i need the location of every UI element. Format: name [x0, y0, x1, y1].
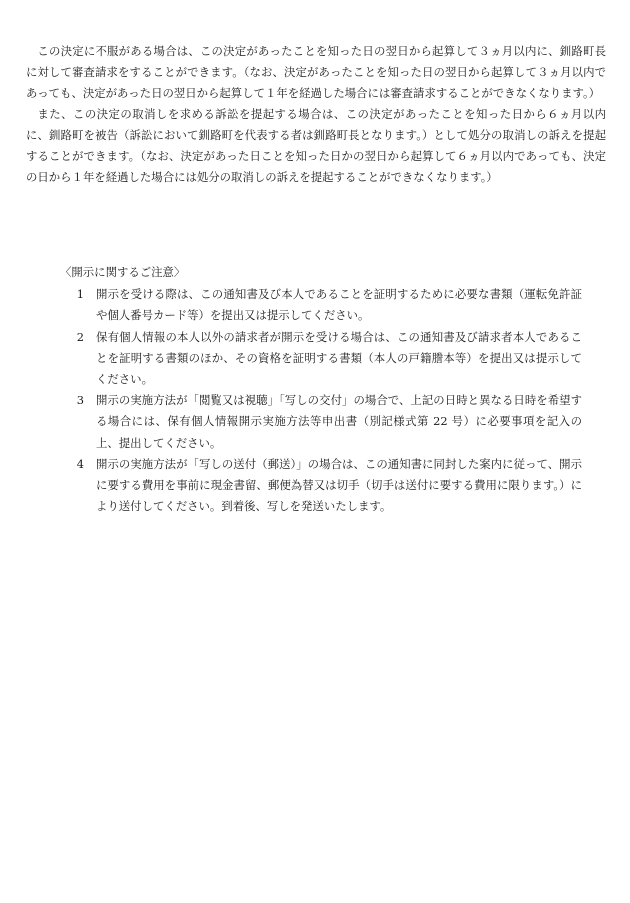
note-text: 開示を受ける際は、この通知書及び本人であることを証明するために必要な書類（運転免許証や個人番号カード等）を提出又は提示してください。: [96, 287, 582, 323]
notes-list: [60, 284, 582, 517]
note-number: 2: [76, 329, 84, 344]
note-item: [60, 390, 582, 454]
appeal-notice: [26, 41, 606, 188]
note-text: 開示の実施方法が「写しの送付（郵送）」の場合は、この通知書に同封した案内に従って、開示に要する費用を事前に現金書留、郵便為替又は切手（切手は送付に要する費用に限ります。）により送付してください。到着後、写しを発送いたします。: [96, 456, 582, 514]
note-number: 4: [76, 456, 84, 471]
note-item: [60, 454, 582, 518]
notes-heading: 〈開示に関するご注意〉: [60, 265, 186, 279]
disclosure-notes: [60, 262, 582, 517]
appeal-paragraph-review-request: この決定に不服がある場合は、この決定があったことを知った日の翌日から起算して３ヵ月以内に、釧路町長に対して審査請求をすることができます。（なお、決定があったことを知った日の翌日から起算して３ヵ月以内であっても、決定があった日の翌日から起算して１年を経過した場合には審査請求することができなくなります。）: [26, 44, 606, 100]
appeal-paragraph-lawsuit: また、この決定の取消しを求める訴訟を提起する場合は、この決定があったことを知った日から６ヵ月以内に、釧路町を被告（訴訟において釧路町を代表する者は釧路町長となります。）として処分の取消しの訴えを提起することができます。（なお、決定があった日ことを知った日かの翌日から起算して６ヵ月以内であっても、決定の日から１年を経過した場合には処分の取消しの訴えを提起することができなくなります。）: [26, 107, 606, 184]
note-number: 1: [76, 287, 84, 302]
note-text: 開示の実施方法が「閲覧又は視聴」「写しの交付」の場合で、上記の日時と異なる日時を希望する場合には、保有個人情報開示実施方法等申出書（別記様式第 22 号）に必要事項を記入の上、提出してください。: [96, 393, 582, 450]
note-item: [60, 284, 582, 326]
note-item: [60, 327, 582, 391]
note-text: 保有個人情報の本人以外の請求者が開示を受ける場合は、この通知書及び請求者本人であることを証明する書類のほか、その資格を証明する書類（本人の戸籍謄本等）を提出又は提示してください。: [96, 329, 582, 387]
note-number: 3: [76, 393, 84, 408]
